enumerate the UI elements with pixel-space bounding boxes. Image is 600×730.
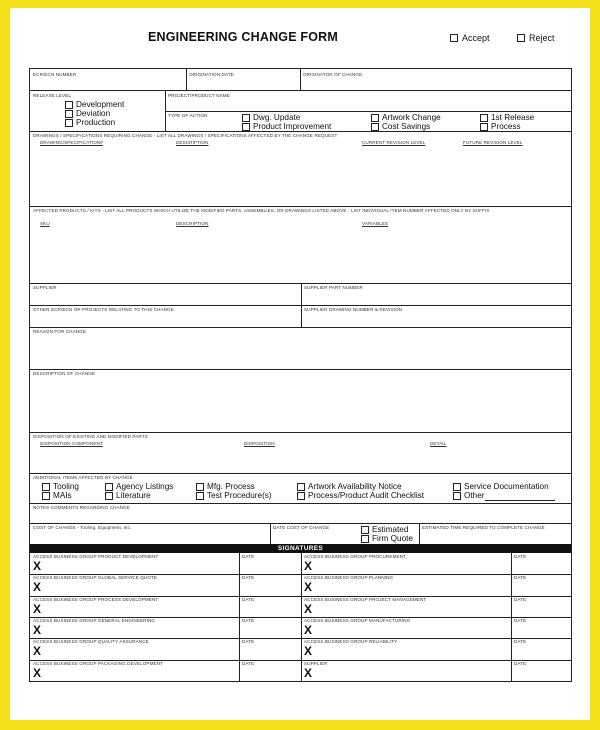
- option-label: 1st Release: [491, 113, 535, 122]
- divider: [30, 131, 571, 132]
- signature-date-label: DATE: [242, 639, 255, 645]
- option-label: Process/Product Audit Checklist: [308, 491, 425, 500]
- signature-line-left[interactable]: X: [33, 665, 42, 680]
- divider: [270, 523, 271, 544]
- signature-right-label: SUPPLIER: [304, 660, 328, 666]
- option-label: Literature: [116, 491, 151, 500]
- drawings-label: DRAWINGS / SPECIFICATIONS REQUIRING CHANGE - LIST ALL DRAWINGS / SPECIFICATIONS AFFECTED BY THE CHANGE REQUEST: [33, 133, 338, 138]
- signature-date-label: DATE: [242, 575, 255, 581]
- checkbox[interactable]: [297, 483, 305, 491]
- additional-test-procedures[interactable]: [196, 491, 272, 500]
- option-label: Agency Listings: [116, 482, 174, 491]
- estimated-time-label: ESTIMATED TIME REQUIRED TO COMPLETE CHANGE: [422, 525, 545, 530]
- ecr-number-label: ECR/ECN NUMBER: [33, 72, 77, 77]
- affected-col-description: DESCRIPTION: [176, 221, 209, 226]
- signature-date-label: DATE: [242, 554, 255, 559]
- signature-date-label: DATE: [242, 596, 255, 602]
- action-cost-savings[interactable]: [371, 122, 430, 131]
- drawings-col-description: DESCRIPTION: [176, 140, 209, 145]
- cost-label: COST OF CHANGE - Tooling, Equipment, etc.: [33, 525, 132, 530]
- signature-line-left[interactable]: X: [33, 601, 42, 616]
- checkbox[interactable]: [196, 492, 204, 500]
- option-label: Deviation: [76, 109, 111, 118]
- divider: [30, 327, 571, 328]
- cost-option-firm-quote[interactable]: [361, 534, 413, 543]
- signature-date-label: DATE: [514, 639, 527, 645]
- action-process[interactable]: [480, 122, 521, 131]
- signature-right-label: ACCESS BUSINESS GROUP PLANNING: [304, 575, 394, 581]
- project-product-label: PROJECT/PRODUCT NAME: [168, 93, 230, 98]
- checkbox[interactable]: [361, 526, 369, 534]
- description-label: DESCRIPTION OF CHANGE: [33, 371, 96, 376]
- additional-audit-checklist[interactable]: [297, 491, 424, 500]
- signature-date-label: DATE: [514, 660, 527, 666]
- option-label: Development: [76, 100, 125, 109]
- checkbox[interactable]: [453, 483, 461, 491]
- checkbox[interactable]: [196, 483, 204, 491]
- supplier-part-label: SUPPLIER PART NUMBER: [304, 285, 363, 290]
- divider: [30, 523, 571, 524]
- signature-left-label: ACCESS BUSINESS GROUP GENERAL ENGINEERING: [33, 617, 156, 623]
- signature-date-label: DATE: [514, 617, 527, 623]
- additional-mais[interactable]: [42, 491, 72, 500]
- other-write-in-line[interactable]: [485, 500, 555, 501]
- checkbox[interactable]: [242, 123, 250, 131]
- option-label: Tooling: [53, 482, 79, 491]
- checkbox[interactable]: [65, 119, 73, 127]
- cost-option-estimated[interactable]: [361, 525, 408, 534]
- additional-mfg-process[interactable]: [196, 482, 255, 491]
- signature-left-label: ACCESS BUSINESS GROUP PACKAGING DEVELOPMENT: [33, 660, 163, 666]
- checkbox[interactable]: [105, 483, 113, 491]
- signature-line-right[interactable]: X: [304, 644, 313, 659]
- signatures-header: SIGNATURES: [30, 544, 571, 553]
- option-label: Product Improvement: [253, 122, 332, 131]
- action-first-release[interactable]: [480, 113, 534, 122]
- signature-line-right[interactable]: X: [304, 622, 313, 637]
- affected-col-sku: SKU: [40, 221, 50, 226]
- checkbox[interactable]: [453, 492, 461, 500]
- option-label: Firm Quote: [372, 534, 413, 543]
- form-grid: [29, 68, 572, 682]
- notes-label: NOTES COMMENTS REGARDING CHANGE: [33, 505, 131, 510]
- checkbox[interactable]: [371, 114, 379, 122]
- signature-line-right[interactable]: X: [304, 665, 313, 680]
- supplier-drawing-label: SUPPLIER DRAWING NUMBER & REVISION: [304, 307, 403, 312]
- option-label: Other: [464, 491, 485, 500]
- type-of-action-label: TYPE OF ACTION: [168, 113, 208, 118]
- affected-products-label: AFFECTED PRODUCTS / KITS - LIST ALL PRODUCTS WHICH UTILIZE THE MODIFIED PARTS, ASSEMBLIES, OR DRAWINGS LISTED ABOVE - LIST INDIVIDUAL ITEM NUMBER AFFECTED ONLY BY SUFFIX: [33, 208, 490, 213]
- signature-line-left[interactable]: X: [33, 559, 42, 573]
- accept-label: Accept: [462, 33, 490, 43]
- reject-option[interactable]: [517, 33, 555, 43]
- signature-line-left[interactable]: X: [33, 580, 42, 595]
- signature-right-label: ACCESS BUSINESS GROUP PROCUREMENT: [304, 554, 406, 559]
- checkbox[interactable]: [242, 114, 250, 122]
- additional-items-label: ADDITIONAL ITEMS AFFECTED BY CHANGE: [33, 475, 133, 480]
- checkbox[interactable]: [480, 123, 488, 131]
- signature-date-label: DATE: [514, 596, 527, 602]
- signature-line-right[interactable]: X: [304, 601, 313, 616]
- divider: [419, 523, 420, 544]
- signature-line-left[interactable]: X: [33, 644, 42, 659]
- drawings-col-current-rev: CURRENT REVISION LEVEL: [362, 140, 426, 145]
- action-dwg-update[interactable]: [242, 113, 300, 122]
- additional-literature[interactable]: [105, 491, 151, 500]
- option-label: Test Procedure(s): [207, 491, 272, 500]
- checkbox[interactable]: [361, 535, 369, 543]
- accept-checkbox[interactable]: [450, 34, 458, 42]
- signature-left-label: ACCESS BUSINESS GROUP GLOBAL SERVICE QUOTE: [33, 575, 158, 581]
- supplier-label: SUPPLIER: [33, 285, 57, 290]
- additional-tooling[interactable]: [42, 482, 79, 491]
- signature-line-right[interactable]: X: [304, 559, 313, 573]
- reason-label: REASON FOR CHANGE: [33, 329, 87, 334]
- option-label: Estimated: [372, 525, 409, 534]
- option-label: Service Documentation: [464, 482, 549, 491]
- checkbox[interactable]: [42, 492, 50, 500]
- reject-label: Reject: [529, 33, 555, 43]
- checkbox[interactable]: [371, 123, 379, 131]
- checkbox[interactable]: [105, 492, 113, 500]
- divider: [165, 111, 571, 112]
- option-label: Mfg. Process: [207, 482, 255, 491]
- divider: [30, 503, 571, 504]
- signature-date-label: DATE: [242, 660, 255, 666]
- form-title: ENGINEERING CHANGE FORM: [148, 30, 339, 44]
- signature-right-label: ACCESS BUSINESS GROUP MANUFACTURING: [304, 617, 411, 623]
- divider: [30, 90, 571, 91]
- checkbox[interactable]: [480, 114, 488, 122]
- option-label: Dwg. Update: [253, 113, 301, 122]
- signature-date-label: DATE: [242, 617, 255, 623]
- drawings-col-future-rev: FUTURE REVISION LEVEL: [463, 140, 523, 145]
- other-ecr-label: OTHER ECR/ECN OR PROJECTS RELATING TO THIS CHANGE: [33, 307, 174, 312]
- checkbox[interactable]: [42, 483, 50, 491]
- divider: [186, 69, 187, 90]
- release-option-production[interactable]: [65, 118, 115, 127]
- action-product-improvement[interactable]: [242, 122, 331, 131]
- additional-agency-listings[interactable]: [105, 482, 173, 491]
- additional-service-docs[interactable]: [453, 482, 549, 491]
- signature-right-label: ACCESS BUSINESS GROUP RELIABILITY: [304, 639, 398, 645]
- divider: [300, 69, 301, 90]
- action-artwork-change[interactable]: [371, 113, 441, 122]
- release-option-development[interactable]: [65, 100, 124, 109]
- signature-date-label: DATE: [514, 554, 527, 559]
- signature-line-left[interactable]: X: [33, 622, 42, 637]
- disposition-label: DISPOSITION OF EXISTING AND MODIFIED PARTS: [33, 434, 148, 439]
- option-label: MAIs: [53, 491, 72, 500]
- drawings-col-spec: DRAWING/SPECIFICATION#: [40, 140, 103, 145]
- divider: [30, 473, 571, 474]
- date-cost-label: DATE COST OF CHANGE: [273, 525, 330, 530]
- checkbox[interactable]: [65, 101, 73, 109]
- signature-left-label: ACCESS BUSINESS GROUP PROCESS DEVELOPMENT: [33, 596, 159, 602]
- signature-right-label: ACCESS BUSINESS GROUP PROJECT MANAGEMENT: [304, 596, 427, 602]
- release-level-label: RELEASE LEVEL: [33, 93, 72, 98]
- disposition-col-detail: DETAIL: [430, 441, 447, 446]
- divider: [30, 432, 571, 433]
- signature-line-right[interactable]: X: [304, 580, 313, 595]
- signature-left-label: ACCESS BUSINESS GROUP QUALITY ASSURANCE: [33, 639, 149, 645]
- disposition-col-component: DISPOSITION COMPONENT: [40, 441, 103, 446]
- signature-date-label: DATE: [514, 575, 527, 581]
- checkbox[interactable]: [65, 110, 73, 118]
- checkbox[interactable]: [297, 492, 305, 500]
- origination-date-label: ORIGINATION DATE: [189, 72, 234, 77]
- additional-other[interactable]: [453, 491, 484, 500]
- originator-label: ORIGINATOR OF CHANGE: [303, 72, 363, 77]
- divider: [30, 206, 571, 207]
- affected-col-variables: VARIABLES: [362, 221, 389, 226]
- divider: [30, 369, 571, 370]
- option-label: Artwork Change: [382, 113, 441, 122]
- accept-option[interactable]: [450, 33, 490, 43]
- option-label: Artwork Availability Notice: [308, 482, 402, 491]
- additional-artwork-notice[interactable]: [297, 482, 402, 491]
- disposition-col-disposition: DISPOSITION: [244, 441, 275, 446]
- release-option-deviation[interactable]: [65, 109, 110, 118]
- divider: [30, 305, 571, 306]
- option-label: Production: [76, 118, 116, 127]
- signature-left-label: ACCESS BUSINESS GROUP PRODUCT DEVELOPMENT: [33, 554, 159, 559]
- option-label: Cost Savings: [382, 122, 431, 131]
- option-label: Process: [491, 122, 521, 131]
- reject-checkbox[interactable]: [517, 34, 525, 42]
